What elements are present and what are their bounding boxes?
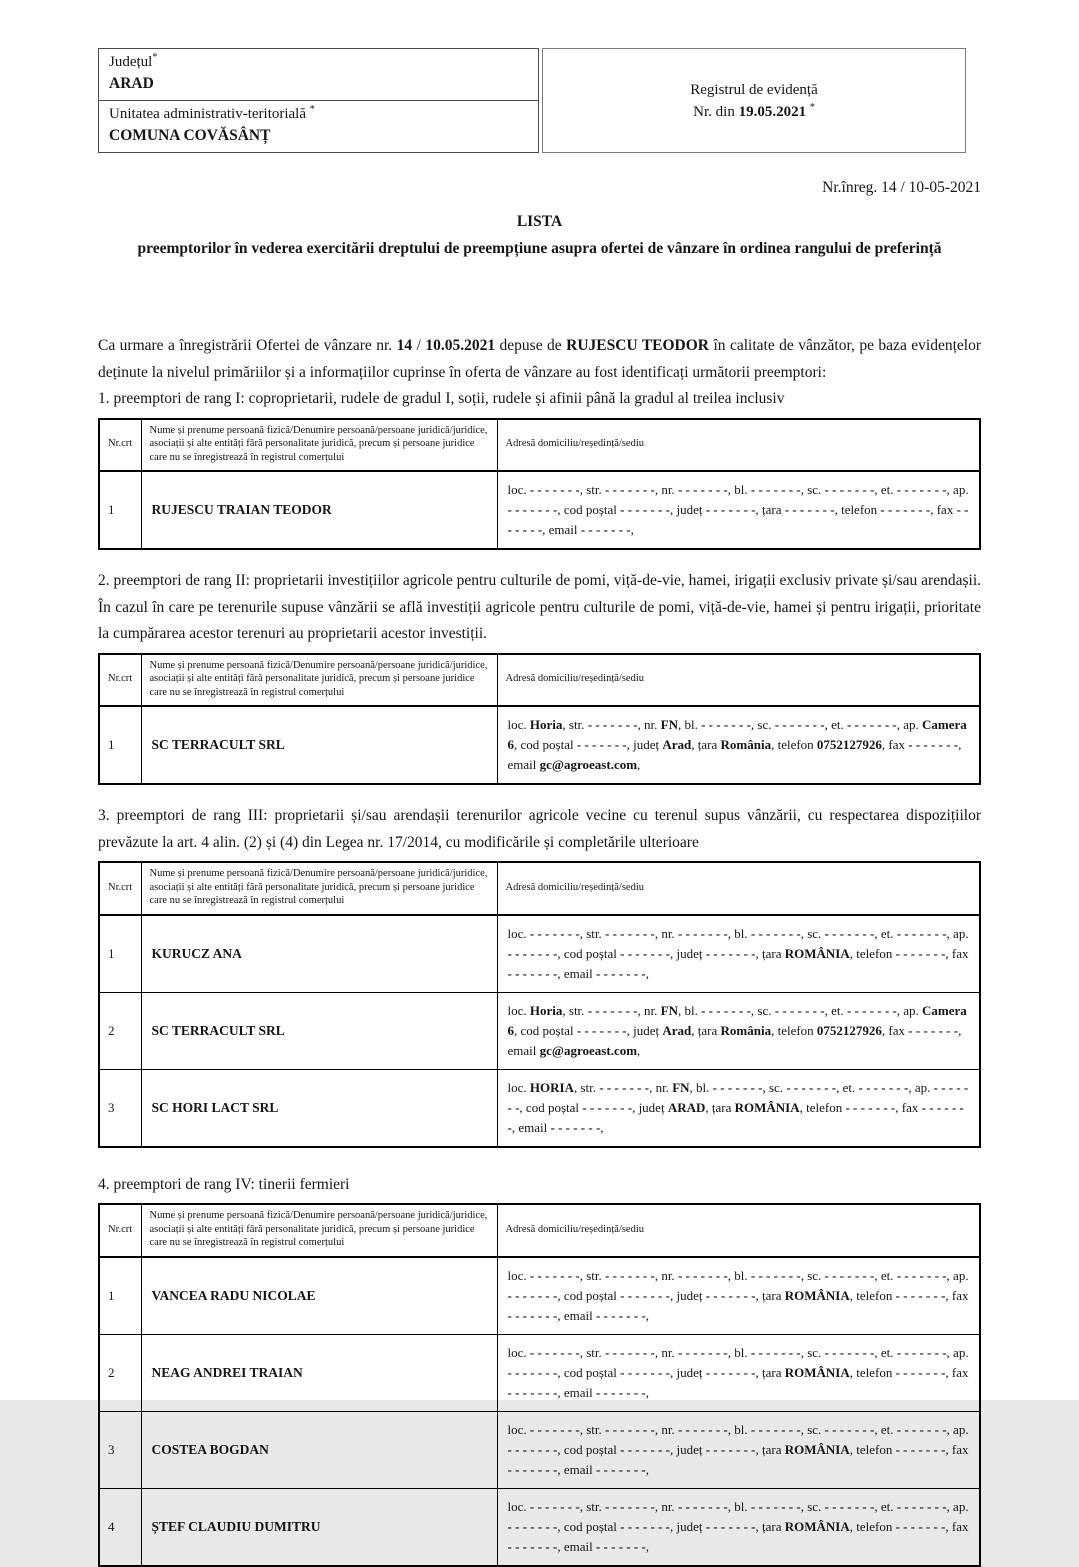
table-row (99, 1257, 980, 1335)
registry-date: 19.05.2021 (738, 103, 807, 120)
registry-box (542, 48, 966, 153)
preemptor-name: ȘTEF CLAUDIU DUMITRU (141, 1488, 497, 1566)
preemptors-table-rang-1 (98, 418, 981, 551)
row-number: 3 (99, 1411, 141, 1488)
authority-box (98, 48, 539, 153)
uat-cell (99, 101, 538, 152)
preemptor-name: COSTEA BOGDAN (141, 1411, 497, 1488)
row-number: 2 (99, 1334, 141, 1411)
section-heading-rang-2: 2. preemptori de rang II: proprietarii investițiilor agricole pentru culturile de pomi, viță-de-vie, hamei, irigații exclusiv private și/sau arendașii. În cazul în care pe terenurile supuse vânzării se află investiții agricole pentru culturile de pomi, viță-de-vie, hamei și pentru irigații, prioritate la cumpărarea acestor terenuri au proprietarii acestor investiții. (98, 572, 981, 642)
row-number: 1 (99, 706, 141, 784)
preemptor-address: loc. HORIA, str. - - - - - - -, nr. FN, bl. - - - - - - -, sc. - - - - - - -, et. - - - - - - -, ap. - - - - - - -, cod poștal - - - - - - -, județ ARAD, țara ROMÂNIA, telefon - - - - - - -, fax - - - - - - -, email - - - - - - -, (497, 1069, 980, 1147)
col-header-nrcrt: Nr.crt (99, 862, 141, 915)
registry-number-line: Nr. din 19.05.2021 * (693, 101, 815, 120)
col-header-name: Nume și prenume persoană fizică/Denumire persoană/persoane juridică/juridice, asociații și alte entități fără personalitate juridică, precum și persoane juridice care nu se înregistrează în registrul comerțului (141, 862, 497, 915)
col-header-address: Adresă domiciliu/reședință/sediu (497, 1204, 980, 1257)
registry-title: Registrul de evidență (690, 81, 818, 98)
document-subtitle: preemptorilor în vederea exercitării dreptului de preempțiune asupra ofertei de vânzare în ordinea rangului de preferință (137, 240, 942, 257)
preemptors-table-rang-3 (98, 861, 981, 1148)
registration-number-line: Nr.înreg. 14 / 10-05-2021 (822, 179, 981, 196)
intro-paragraph: Ca urmare a înregistrării Ofertei de vânzare nr. 14 / 10.05.2021 depuse de RUJESCU TEODOR în calitate de vânzător, pe baza evidențelor deținute la nivelul primăriilor și a informațiilor cuprinse în oferta de vânzare au fost identificați următorii preemptori: (98, 337, 981, 381)
col-header-name: Nume și prenume persoană fizică/Denumire persoană/persoane juridică/juridice, asociații și alte entități fără personalitate juridică, precum și persoane juridice care nu se înregistrează în registrul comerțului (141, 419, 497, 472)
preemptor-name: SC TERRACULT SRL (141, 992, 497, 1069)
asterisk-mark: * (152, 52, 158, 63)
preemptor-name: SC TERRACULT SRL (141, 706, 497, 784)
table-row (99, 706, 980, 784)
col-header-nrcrt: Nr.crt (99, 654, 141, 707)
preemptor-address: loc. - - - - - - -, str. - - - - - - -, nr. - - - - - - -, bl. - - - - - - -, sc. - - - - - - -, et. - - - - - - -, ap. - - - - - - -, cod poștal - - - - - - -, județ - - - - - - -, țara ROMÂNIA, telefon - - - - - - -, fax - - - - - - -, email - - - - - - -, (497, 915, 980, 993)
table-row (99, 915, 980, 993)
table-header-row (99, 1204, 980, 1257)
preemptor-address: loc. - - - - - - -, str. - - - - - - -, nr. - - - - - - -, bl. - - - - - - -, sc. - - - - - - -, et. - - - - - - -, ap. - - - - - - -, cod poștal - - - - - - -, județ - - - - - - -, țara ROMÂNIA, telefon - - - - - - -, fax - - - - - - -, email - - - - - - -, (497, 1411, 980, 1488)
col-header-address: Adresă domiciliu/reședință/sediu (497, 654, 980, 707)
document-title: LISTA (516, 213, 563, 230)
col-header-nrcrt: Nr.crt (99, 419, 141, 472)
judet-cell (99, 49, 538, 101)
table-header-row (99, 419, 980, 472)
preemptor-name: RUJESCU TRAIAN TEODOR (141, 471, 497, 549)
row-number: 1 (99, 471, 141, 549)
asterisk-mark: * (309, 104, 315, 115)
table-row (99, 1488, 980, 1566)
preemptor-name: SC HORI LACT SRL (141, 1069, 497, 1147)
table-header-row (99, 654, 980, 707)
table-row (99, 1069, 980, 1147)
preemptor-address: loc. Horia, str. - - - - - - -, nr. FN, bl. - - - - - - -, sc. - - - - - - -, et. - - - - - - -, ap. Camera 6, cod poștal - - - - - - -, județ Arad, țara România, telefon 0752127926, fax - - - - - - -, email gc@agroeast.com, (497, 706, 980, 784)
section-heading-rang-4: 4. preemptori de rang IV: tinerii fermieri (98, 1175, 350, 1193)
asterisk-mark: * (809, 101, 815, 113)
row-number: 4 (99, 1488, 141, 1566)
preemptor-address: loc. - - - - - - -, str. - - - - - - -, nr. - - - - - - -, bl. - - - - - - -, sc. - - - - - - -, et. - - - - - - -, ap. - - - - - - -, cod poștal - - - - - - -, județ - - - - - - -, țara ROMÂNIA, telefon - - - - - - -, fax - - - - - - -, email - - - - - - -, (497, 1334, 980, 1411)
table-row (99, 1411, 980, 1488)
document-header (98, 48, 968, 153)
table-row (99, 1334, 980, 1411)
section-heading-rang-1: 1. preemptori de rang I: coproprietarii, rudele de gradul I, soții, rudele și afinii până la gradul al treilea inclusiv (98, 390, 785, 407)
col-header-name: Nume și prenume persoană fizică/Denumire persoană/persoane juridică/juridice, asociații și alte entități fără personalitate juridică, precum și persoane juridice care nu se înregistrează în registrul comerțului (141, 1204, 497, 1257)
col-header-name: Nume și prenume persoană fizică/Denumire persoană/persoane juridică/juridice, asociații și alte entități fără personalitate juridică, precum și persoane juridice care nu se înregistrează în registrul comerțului (141, 654, 497, 707)
row-number: 1 (99, 1257, 141, 1335)
preemptors-table-rang-2 (98, 653, 981, 786)
preemptor-name: VANCEA RADU NICOLAE (141, 1257, 497, 1335)
uat-label: Unitatea administrativ-teritorială (109, 106, 307, 122)
preemptor-address: loc. - - - - - - -, str. - - - - - - -, nr. - - - - - - -, bl. - - - - - - -, sc. - - - - - - -, et. - - - - - - -, ap. - - - - - - -, cod poștal - - - - - - -, județ - - - - - - -, țara ROMÂNIA, telefon - - - - - - -, fax - - - - - - -, email - - - - - - -, (497, 1488, 980, 1566)
table-row (99, 992, 980, 1069)
judet-value: ARAD (109, 75, 154, 92)
row-number: 1 (99, 915, 141, 993)
table-header-row (99, 862, 980, 915)
preemptor-address: loc. Horia, str. - - - - - - -, nr. FN, bl. - - - - - - -, sc. - - - - - - -, et. - - - - - - -, ap. Camera 6, cod poștal - - - - - - -, județ Arad, țara România, telefon 0752127926, fax - - - - - - -, email gc@agroeast.com, (497, 992, 980, 1069)
table-row (99, 471, 980, 549)
preemptor-address: loc. - - - - - - -, str. - - - - - - -, nr. - - - - - - -, bl. - - - - - - -, sc. - - - - - - -, et. - - - - - - -, ap. - - - - - - -, cod poștal - - - - - - -, județ - - - - - - -, țara ROMÂNIA, telefon - - - - - - -, fax - - - - - - -, email - - - - - - -, (497, 1257, 980, 1335)
row-number: 3 (99, 1069, 141, 1147)
row-number: 2 (99, 992, 141, 1069)
preemptor-name: KURUCZ ANA (141, 915, 497, 993)
preemptors-table-rang-4 (98, 1203, 981, 1567)
uat-value: COMUNA COVĂSÂNȚ (109, 127, 271, 144)
col-header-address: Adresă domiciliu/reședință/sediu (497, 419, 980, 472)
judet-label: Județul (109, 54, 153, 70)
preemptor-name: NEAG ANDREI TRAIAN (141, 1334, 497, 1411)
section-heading-rang-3: 3. preemptori de rang III: proprietarii și/sau arendașii terenurilor agricole vecine cu terenul supus vânzării, cu respectarea dispozițiilor prevăzute la art. 4 alin. (2) și (4) din Legea nr. 17/2014, cu modificările și completările ulterioare (98, 807, 981, 851)
col-header-address: Adresă domiciliu/reședință/sediu (497, 862, 980, 915)
col-header-nrcrt: Nr.crt (99, 1204, 141, 1257)
preemptor-address: loc. - - - - - - -, str. - - - - - - -, nr. - - - - - - -, bl. - - - - - - -, sc. - - - - - - -, et. - - - - - - -, ap. - - - - - - -, cod poștal - - - - - - -, județ - - - - - - -, țara - - - - - - -, telefon - - - - - - -, fax - - - - - - -, email - - - - - - -, (497, 471, 980, 549)
